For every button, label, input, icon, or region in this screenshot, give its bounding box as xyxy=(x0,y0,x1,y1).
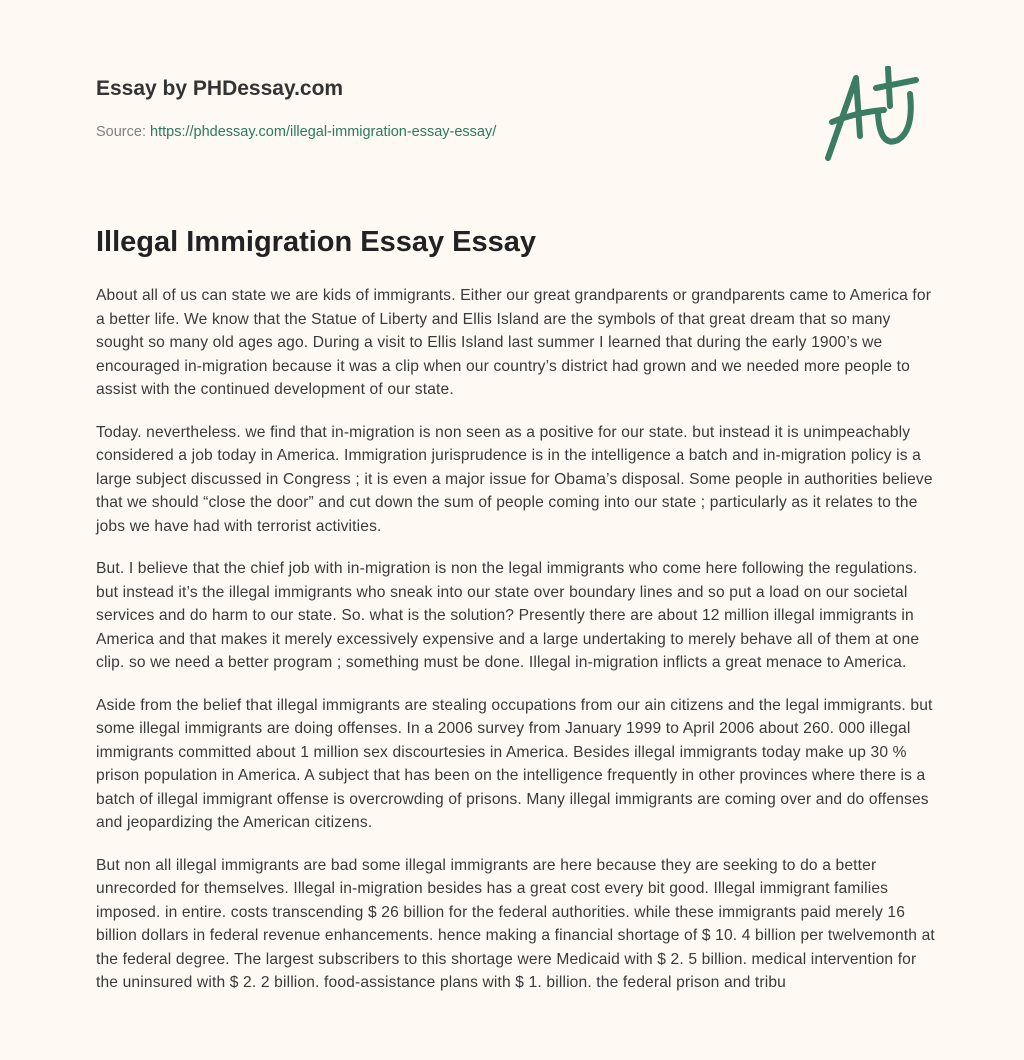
source-line xyxy=(96,124,496,140)
essay-paragraph: But non all illegal immigrants are bad some illegal immigrants are here because they are seeking to do a better unrecorded for themselves. Illegal in-migration besides has a great cost every bit good. Illegal immigrant families imposed. in entire. costs transcending $ 26 billion for the federal authorities. while these immigrants paid merely 16 billion dollars in federal revenue enhancements. hence making a financial shortage of $ 10. 4 billion per twelvemonth at the federal degree. The largest subscribers to this shortage were Medicaid with $ 2. 5 billion. medical intervention for the uninsured with $ 2. 2 billion. food-assistance plans with $ 1. billion. the federal prison and tribu xyxy=(96,856,935,991)
source-label: Source: xyxy=(96,124,146,140)
essay-paragraph: About all of us can state we are kids of immigrants. Either our great grandparents or grandparents came to America for a better life. We know that the Statue of Liberty and Ellis Island are the symbols of that great dream that so many sought so many old ages ago. During a visit to Ellis Island last summer I learned that during the early 1900’s we encouraged in-migration because it was a clip when our country’s district had grown and we needed more people to assist with the continued development of our state. xyxy=(96,287,932,398)
source-link[interactable]: https://phdessay.com/illegal-immigration-essay-essay/ xyxy=(150,124,497,140)
essay-paragraph: But. I believe that the chief job with in-migration is non the legal immigrants who come here following the regulations. but instead it’s the illegal immigrants who sneak into our state over boundary lines and so put a load on our societal services and do harm to our state. So. what is the solution? Presently there are about 12 million illegal immigrants in America and that makes it merely excessively expensive and a large undertaking to merely behave all of them at one clip. so we need a better program ; something must be done. Illegal in-migration inflicts a great menace to America. xyxy=(96,560,920,671)
essay-body xyxy=(96,284,938,1014)
essay-paragraph: Today. nevertheless. we find that in-migration is non seen as a positive for our state. but instead it is unimpeachably considered a job today in America. Immigration jurisprudence is in the intelligence a batch and in-migration policy is a large subject discussed in Congress ; it is even a major issue for Obama’s disposal. Some people in authorities believe that we should “close the door” and cut down the sum of people coming into our state ; particularly as it relates to the jobs we have had with terrorist activities. xyxy=(96,423,933,535)
essay-paragraph: Aside from the belief that illegal immigrants are stealing occupations from our ain citizens and the legal immigrants. but some illegal immigrants are doing offenses. In a 2006 survey from January 1999 to April 2006 about 260. 000 illegal immigrants committed about 1 million sex discourtesies in America. Besides illegal immigrants today make up 30 % prison population in America. A subject that has been on the intelligence frequently in other provinces where there is a batch of illegal immigrant offense is overcrowding of prisons. Many illegal immigrants are coming over and do offenses and jeopardizing the American citizens. xyxy=(96,696,933,831)
essay-title: Illegal Immigration Essay Essay xyxy=(96,226,537,258)
a-plus-logo-icon xyxy=(818,66,928,166)
site-brand: Essay by PHDessay.com xyxy=(96,77,344,100)
